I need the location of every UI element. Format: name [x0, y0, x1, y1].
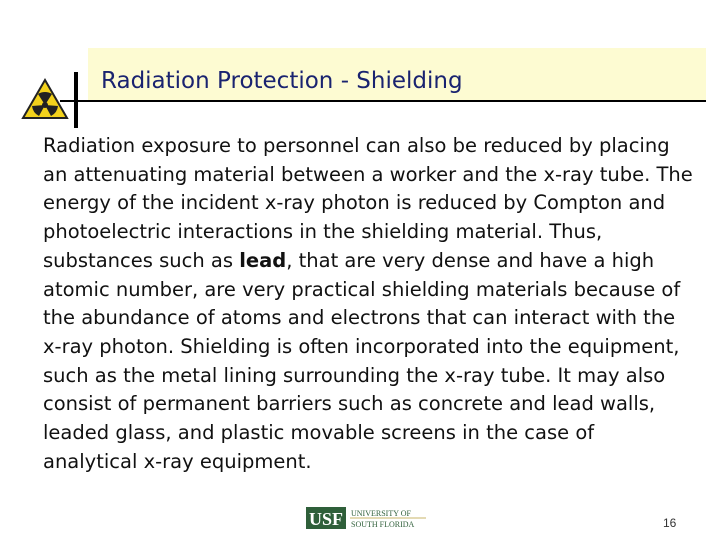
slide-title: Radiation Protection - Shielding: [101, 68, 463, 94]
body-text-bold: lead: [239, 248, 287, 272]
title-divider-horizontal: [60, 100, 706, 102]
radiation-icon: [20, 76, 70, 122]
page-number: 16: [663, 516, 677, 530]
body-paragraph: [43, 132, 693, 476]
usf-line2: SOUTH FLORIDA: [351, 520, 415, 529]
body-text-part2: , that are very dense and have a high atomic number, are very practical shielding materials because of the abundance of atoms and electrons that can interact with the x-ray photon. Shielding is often incorporated into the equipment, such as the metal lining surrounding the x-ray tube. It may also consist of permanent barriers such as concrete and lead walls, leaded glass, and plastic movable screens in the case of analytical x-ray equipment.: [43, 248, 681, 473]
body-text-part1: Radiation exposure to personnel can also be reduced by placing an attenuating material between a worker and the x-ray tube. The energy of the incident x-ray photon is reduced by Compton and photoelectric interactions in the shielding material. Thus, substances such as: [43, 134, 693, 272]
usf-logo: [306, 506, 428, 530]
usf-line1: UNIVERSITY OF: [351, 509, 411, 518]
usf-mark: USF: [308, 509, 344, 529]
